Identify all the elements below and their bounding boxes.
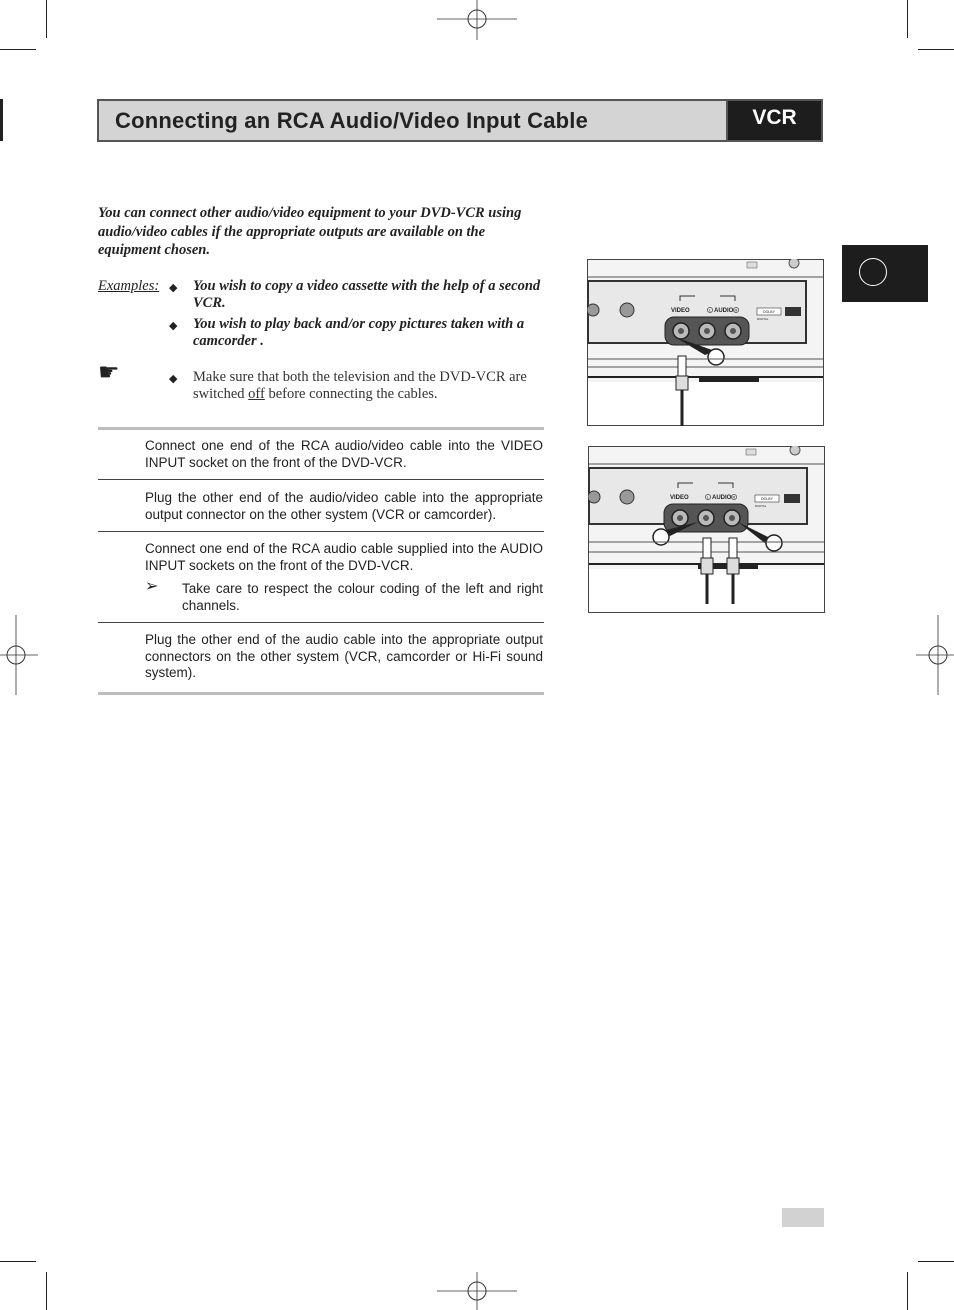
figure-video-connection	[587, 259, 825, 427]
audio-label: AUDIO	[714, 308, 734, 314]
dolby-label: DOLBY	[763, 310, 775, 314]
note-text	[193, 369, 543, 403]
audio-label: AUDIO	[712, 495, 732, 501]
arrow-right-icon: ➢	[145, 576, 159, 595]
page-number-box	[782, 1208, 824, 1227]
divider-top	[98, 427, 544, 430]
digital-label: DIGITAL	[757, 317, 769, 321]
step-1: Connect one end of the RCA audio/video cable into the VIDEO INPUT socket on the front of the DVD-VCR.	[145, 438, 543, 470]
crop-mark	[46, 0, 47, 38]
step-4: Plug the other end of the audio cable into the appropriate output connectors on the other system (VCR, camcorder or Hi-Fi sound system).	[145, 632, 543, 680]
crop-mark	[918, 1261, 954, 1262]
crop-mark	[0, 99, 3, 141]
crop-mark	[918, 49, 954, 50]
step-3: Connect one end of the RCA audio cable supplied into the AUDIO INPUT sockets on the front of the DVD-VCR.	[145, 541, 543, 573]
right-channel-label: R	[734, 307, 738, 313]
examples-label: Examples:	[98, 278, 160, 294]
example-item-2: You wish to play back and/or copy pictures taken with a camcorder .	[193, 316, 525, 349]
left-channel-label: L	[708, 307, 712, 313]
note-text-before: Make sure that both the television and the DVD-VCR are switched	[193, 369, 527, 402]
divider	[98, 622, 544, 623]
note-text-underlined: off	[248, 386, 265, 402]
diamond-bullet-icon: ◆	[169, 372, 178, 385]
divider	[98, 479, 544, 480]
page-title: Connecting an RCA Audio/Video Input Cable	[115, 108, 589, 133]
registration-mark-left	[0, 615, 38, 695]
video-label: VIDEO	[670, 495, 689, 501]
crop-mark	[907, 1272, 908, 1310]
crop-mark	[0, 1261, 36, 1262]
step-2: Plug the other end of the audio/video cable into the appropriate output connector on the other system (VCR or camcorder).	[145, 490, 543, 522]
section-tab-label: VCR	[752, 106, 797, 129]
divider-bottom	[98, 692, 544, 695]
video-label: VIDEO	[671, 308, 690, 314]
figure-audio-connection	[588, 446, 826, 614]
divider	[98, 531, 544, 532]
hand-pointer-icon: ☛	[98, 358, 120, 386]
sub-step-note: Take care to respect the colour coding of the left and right channels.	[182, 581, 543, 613]
right-channel-label: R	[732, 494, 736, 500]
digital-label: DIGITAL	[755, 504, 767, 508]
dolby-label: DOLBY	[761, 497, 773, 501]
intro-text: You can connect other audio/video equipment to your DVD-VCR using audio/video cables if the appropriate outputs are available on the equipment chosen.	[98, 205, 522, 258]
diamond-bullet-icon: ◆	[169, 319, 178, 332]
diamond-bullet-icon: ◆	[169, 281, 178, 294]
note-text-after: before connecting the cables.	[264, 386, 438, 402]
crop-mark	[46, 1272, 47, 1310]
crop-mark	[0, 49, 36, 50]
example-item-1: You wish to copy a video cassette with the help of a second VCR.	[193, 278, 541, 311]
registration-mark-top	[437, 0, 517, 40]
registration-mark-right	[916, 615, 954, 695]
side-tab-circle-icon	[859, 258, 887, 286]
left-channel-label: L	[706, 494, 710, 500]
registration-mark-bottom	[437, 1272, 517, 1310]
crop-mark	[907, 0, 908, 38]
